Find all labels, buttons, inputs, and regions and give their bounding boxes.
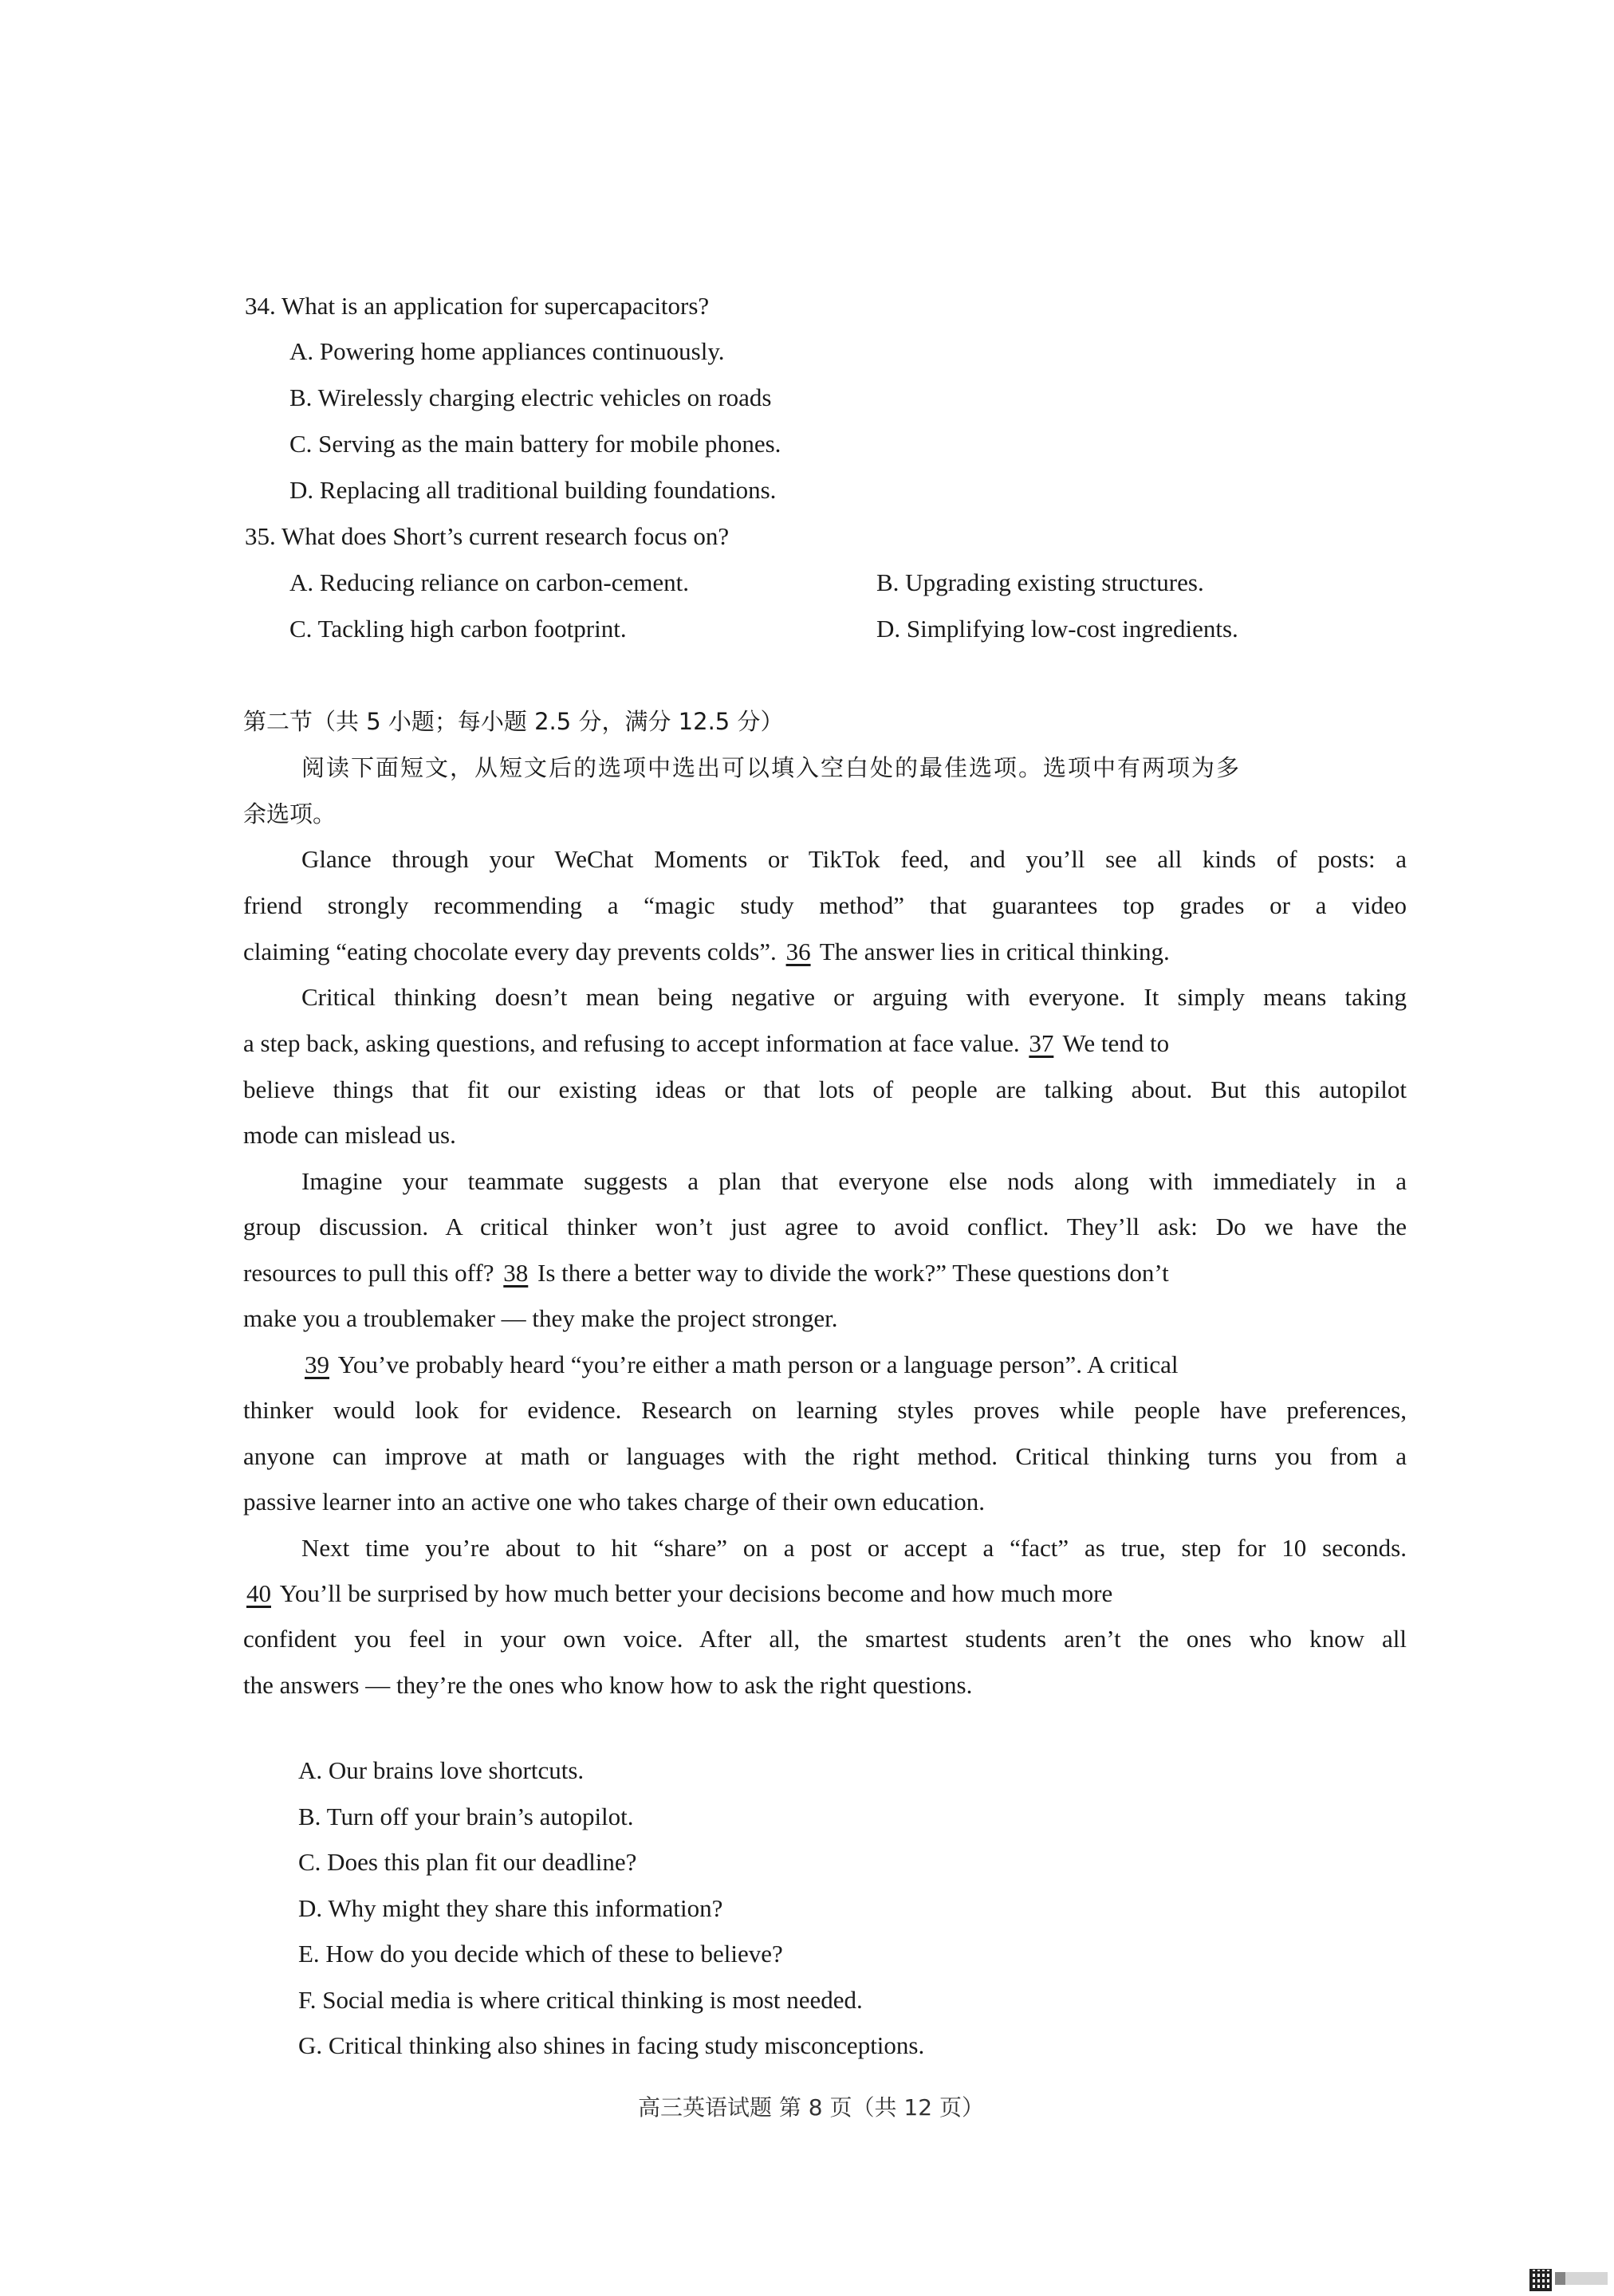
blank-37: 37	[1029, 1029, 1054, 1057]
passage-p5-line-1: Next time you’re about to hit “share” on a post or accept a “fact” as true, step for 10 seconds.	[301, 1534, 1407, 1562]
choice-f: F. Social media is where critical thinking is most needed.	[298, 1986, 863, 2014]
choice-b: B. Turn off your brain’s autopilot.	[298, 1803, 634, 1830]
passage-p5-line-2	[243, 1578, 1112, 1610]
passage-p5-line-3: confident you feel in your own voice. After all, the smartest students aren’t the ones who know all	[243, 1625, 1407, 1653]
passage-p3-line-2: group discussion. A critical thinker won’t just agree to avoid conflict. They’ll ask: Do we have the	[243, 1213, 1407, 1240]
passage-p1-line-3	[243, 936, 1170, 968]
passage-p4-line-3: anyone can improve at math or languages with the right method. Critical thinking turns you from a	[243, 1442, 1407, 1470]
passage-p5-line-4: the answers — they’re the ones who know how to ask the right questions.	[243, 1671, 973, 1699]
blank-40: 40	[246, 1579, 271, 1607]
passage-p1-line-3-text-a: claiming “eating chocolate every day prevents colds”.	[243, 938, 777, 965]
q34-option-a: A. Powering home appliances continuously.	[289, 337, 725, 365]
choice-e: E. How do you decide which of these to believe?	[298, 1940, 783, 1968]
passage-p1-line-1: Glance through your WeChat Moments or TikTok feed, and you’ll see all kinds of posts: a	[301, 845, 1407, 873]
q34-option-c: C. Serving as the main battery for mobile phones.	[289, 430, 781, 458]
passage-p3-line-1: Imagine your teammate suggests a plan that everyone else nods along with immediately in a	[301, 1167, 1407, 1195]
choice-d: D. Why might they share this information?	[298, 1894, 723, 1922]
q34-option-d: D. Replacing all traditional building foundations.	[289, 476, 777, 504]
choice-g: G. Critical thinking also shines in facing study misconceptions.	[298, 2031, 925, 2059]
passage-p1-line-3-text-b: The answer lies in critical thinking.	[819, 938, 1170, 965]
watermark-logo-icon	[1555, 2272, 1608, 2285]
question-34-stem: 34. What is an application for supercapacitors?	[245, 292, 710, 320]
blank-36: 36	[785, 938, 811, 965]
q35-option-d: D. Simplifying low-cost ingredients.	[876, 615, 1238, 643]
choice-c: C. Does this plan fit our deadline?	[298, 1848, 637, 1876]
passage-p5-line-2-text: You’ll be surprised by how much better your decisions become and how much more	[279, 1579, 1113, 1607]
passage-p3-line-3-text-b: Is there a better way to divide the work?” These questions don’t	[537, 1259, 1169, 1287]
section-instruction-line-2: 余选项。	[243, 800, 337, 828]
q35-option-b: B. Upgrading existing structures.	[876, 568, 1204, 596]
question-35-stem: 35. What does Short’s current research focus on?	[245, 522, 730, 550]
q35-option-c: C. Tackling high carbon footprint.	[289, 615, 627, 643]
passage-p3-line-3-text-a: resources to pull this off?	[243, 1259, 494, 1287]
page-footer: 高三英语试题 第 8 页（共 12 页）	[638, 2094, 984, 2121]
passage-p2-line-1: Critical thinking doesn’t mean being negative or arguing with everyone. It simply means taking	[301, 983, 1407, 1011]
passage-p2-line-2-text-a: a step back, asking questions, and refusing to accept information at face value.	[243, 1029, 1020, 1057]
passage-p4-line-2: thinker would look for evidence. Research on learning styles proves while people have preferences,	[243, 1396, 1407, 1424]
passage-p2-line-2	[243, 1028, 1169, 1060]
q34-option-b: B. Wirelessly charging electric vehicles on roads	[289, 383, 772, 411]
section-heading: 第二节（共 5 小题；每小题 2.5 分，满分 12.5 分）	[243, 708, 784, 735]
passage-p4-line-4: passive learner into an active one who takes charge of their own education.	[243, 1488, 985, 1516]
passage-p4-line-1	[301, 1349, 1179, 1381]
passage-p2-line-3: believe things that fit our existing ideas or that lots of people are talking about. But this autopilot	[243, 1075, 1407, 1103]
passage-p1-line-2: friend strongly recommending a “magic study method” that guarantees top grades or a video	[243, 891, 1407, 919]
passage-p4-line-1-text: You’ve probably heard “you’re either a math person or a language person”. A critical	[337, 1350, 1179, 1378]
section-instruction-line-1: 阅读下面短文，从短文后的选项中选出可以填入空白处的最佳选项。选项中有两项为多	[301, 754, 1242, 781]
qr-code-icon	[1529, 2269, 1552, 2291]
passage-p3-line-3	[243, 1257, 1169, 1289]
choice-a: A. Our brains love shortcuts.	[298, 1756, 585, 1784]
blank-39: 39	[305, 1350, 329, 1378]
blank-38: 38	[503, 1259, 529, 1287]
q35-option-a: A. Reducing reliance on carbon-cement.	[289, 568, 689, 596]
passage-p2-line-2-text-b: We tend to	[1062, 1029, 1170, 1057]
passage-p3-line-4: make you a troublemaker — they make the project stronger.	[243, 1304, 838, 1332]
passage-p2-line-4: mode can mislead us.	[243, 1121, 456, 1149]
